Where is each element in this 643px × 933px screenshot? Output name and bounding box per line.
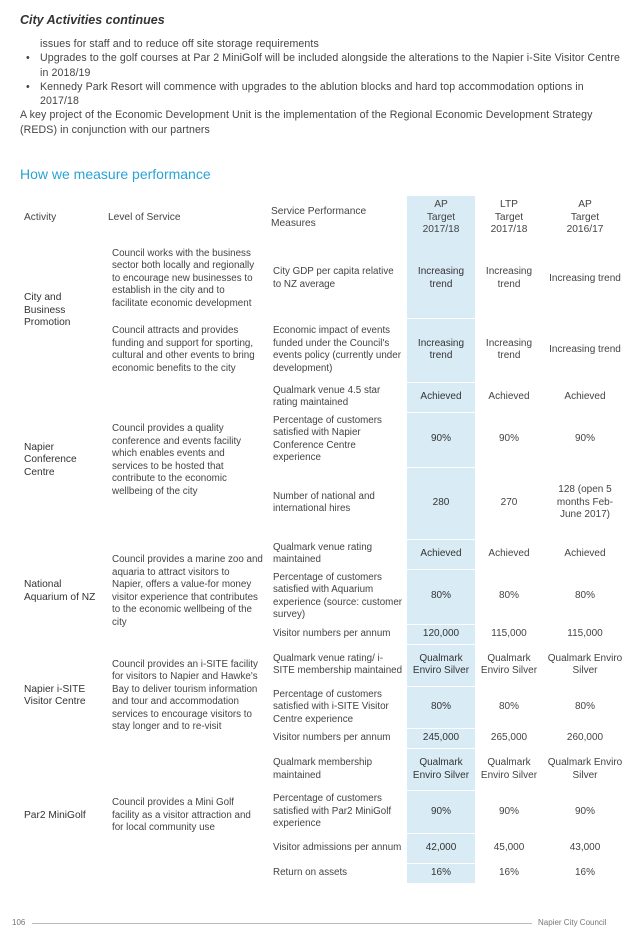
measure-cell: Return on assets	[267, 863, 407, 883]
ltp-target-cell: 16%	[475, 863, 543, 883]
ap-target-cell: Achieved	[407, 382, 475, 412]
ap-2016-cell: Increasing trend	[543, 318, 627, 382]
ap-2016-cell: Qualmark Enviro Silver	[543, 749, 627, 791]
table-header-row	[20, 196, 627, 240]
level-of-service-cell: Council provides a quality conference and events facility which enables events and services to be hosted that contribute to the economic wellbeing of the city	[112, 423, 242, 497]
ltp-target-cell: Increasing trend	[475, 318, 543, 382]
ap-2016-cell: 80%	[543, 569, 627, 624]
ap-target-cell: Qualmark Enviro Silver	[407, 644, 475, 686]
ap-target-cell: Increasing trend	[407, 240, 475, 318]
intro-text	[20, 37, 625, 137]
ltp-target-cell: 270	[475, 467, 543, 539]
header-measures: Service Performance Measures	[271, 205, 367, 229]
ap-target-cell: 90%	[407, 412, 475, 467]
activity-cell: National Aquarium of NZ	[24, 579, 96, 603]
measure-cell: Visitor numbers per annum	[267, 624, 407, 644]
ltp-target-cell: 265,000	[475, 729, 543, 749]
measure-cell: Economic impact of events funded under the Council's events policy (currently under development)	[267, 318, 407, 382]
ap-target-cell: 42,000	[407, 833, 475, 863]
ap-2016-cell: Increasing trend	[549, 272, 621, 284]
ap-2016-cell: 260,000	[543, 729, 627, 749]
page-number: 106	[12, 918, 26, 927]
section-heading: City Activities continues	[20, 13, 165, 27]
ap-target-cell: 90%	[407, 791, 475, 834]
performance-table	[20, 196, 627, 883]
ltp-target-cell: 80%	[475, 569, 543, 624]
header-ap-label: AP	[434, 199, 448, 211]
footer-divider	[32, 923, 532, 924]
ltp-target-cell: Achieved	[475, 539, 543, 569]
header-ap-target-2016	[543, 196, 627, 240]
activity-cell: Napier i-SITE Visitor Centre	[24, 683, 86, 708]
measure-cell: Percentage of customers satisfied with Aquarium experience (source: customer survey)	[267, 569, 407, 624]
performance-heading: How we measure performance	[20, 166, 211, 182]
header-ltp-year: 2017/18	[490, 224, 528, 236]
header-activity: Activity	[24, 211, 57, 223]
measure-cell: Qualmark venue 4.5 star rating maintained	[267, 382, 407, 412]
header-ap2-target: Target	[570, 211, 600, 223]
ap-2016-cell: Achieved	[543, 382, 627, 412]
measure-cell: Percentage of customers satisfied with i-SITE Visitor Centre experience	[267, 686, 407, 729]
ap-2016-cell: 128 (open 5 months Feb-June 2017)	[543, 467, 627, 539]
ap-target-cell: 16%	[407, 863, 475, 883]
ap-2016-cell: Qualmark Enviro Silver	[543, 644, 627, 686]
table-row	[20, 749, 627, 791]
ap-target-cell: Achieved	[407, 539, 475, 569]
ltp-target-cell: 90%	[475, 791, 543, 834]
measure-cell: Percentage of customers satisfied with Par2 MiniGolf experience	[267, 791, 407, 834]
activity-cell: Napier Conference Centre	[24, 441, 77, 478]
ltp-target-cell: Qualmark Enviro Silver	[475, 644, 543, 686]
ltp-target-cell: 115,000	[475, 624, 543, 644]
table-row	[20, 382, 627, 412]
ap-2016-cell: 90%	[543, 791, 627, 834]
intro-continuation: issues for staff and to reduce off site storage requirements	[40, 38, 319, 50]
level-of-service-cell: Council works with the business sector both locally and regionally to encourage new businesses to establish in the city and to facilitate economic development	[112, 247, 255, 309]
table-row	[20, 318, 627, 382]
ap-target-cell: 80%	[407, 686, 475, 729]
ap-2016-cell: 115,000	[543, 624, 627, 644]
header-ltp-target: Target	[494, 211, 524, 223]
measure-cell: Visitor numbers per annum	[267, 729, 407, 749]
ap-target-cell: Qualmark Enviro Silver	[407, 749, 475, 791]
header-ap-target: Target	[426, 211, 456, 223]
level-of-service-cell: Council provides a marine zoo and aquaria to attract visitors to Napier, offers a value-for money visitor experience that contributes to the economic wellbeing of the city	[112, 554, 263, 628]
ap-2016-cell: 80%	[543, 686, 627, 729]
ap-2016-cell: 43,000	[543, 833, 627, 863]
table-row	[20, 644, 627, 686]
level-of-service-cell: Council provides an i-SITE facility for visitors to Napier and Hawke's Bay to deliver tourism information and tour and accommodation services to encourage visitors to stay longer and to re-visit	[112, 658, 258, 733]
header-level-of-service: Level of Service	[108, 211, 181, 223]
intro-bullet: • Kennedy Park Resort will commence with upgrades to the ablution blocks and hard top accommodation options in 2017/18	[20, 80, 625, 109]
ltp-target-cell: Qualmark Enviro Silver	[475, 749, 543, 791]
measure-cell: Qualmark membership maintained	[267, 749, 407, 791]
ap-2016-cell: 90%	[543, 412, 627, 467]
level-of-service-cell: Council provides a Mini Golf facility as a visitor attraction and for local community use	[112, 797, 251, 833]
table-row	[20, 240, 627, 318]
header-ltp-label: LTP	[500, 199, 518, 211]
ap-target-cell: Increasing trend	[407, 318, 475, 382]
measure-cell: Qualmark venue rating maintained	[267, 539, 407, 569]
measure-cell: Percentage of customers satisfied with Napier Conference Centre experience	[267, 412, 407, 467]
activity-cell: Par2 MiniGolf	[24, 809, 86, 821]
measure-cell: Number of national and international hires	[267, 467, 407, 539]
intro-paragraph: A key project of the Economic Development Unit is the implementation of the Regional Economic Development Strategy (REDS) in conjunction with our partners	[20, 109, 593, 136]
ltp-target-cell: 45,000	[475, 833, 543, 863]
ap-target-cell: 245,000	[407, 729, 475, 749]
header-ap-year: 2017/18	[422, 224, 460, 236]
ap-2016-cell: 16%	[543, 863, 627, 883]
measure-cell: City GDP per capita relative to NZ average	[273, 266, 394, 290]
ltp-target-cell: Achieved	[475, 382, 543, 412]
header-ap2-label: AP	[578, 199, 592, 211]
table-row	[20, 539, 627, 569]
intro-bullet: • Upgrades to the golf courses at Par 2 MiniGolf will be included alongside the alterations to the Napier i-Site Visitor Centre in 2018/19	[20, 51, 625, 80]
ap-target-cell: 280	[407, 467, 475, 539]
ap-2016-cell: Achieved	[543, 539, 627, 569]
level-of-service-cell: Council attracts and provides funding and support for sporting, cultural and other events to bring economic benefits to the city	[112, 325, 255, 374]
footer-organisation: Napier City Council	[538, 918, 607, 927]
measure-cell: Visitor admissions per annum	[267, 833, 407, 863]
header-ap2-year: 2016/17	[566, 224, 604, 236]
activity-cell: City and Business Promotion	[24, 292, 71, 329]
measure-cell: Qualmark venue rating/ i-SITE membership maintained	[267, 644, 407, 686]
ap-target-cell: 80%	[407, 569, 475, 624]
ltp-target-cell: Increasing trend	[485, 266, 533, 290]
ltp-target-cell: 90%	[475, 412, 543, 467]
ltp-target-cell: 80%	[475, 686, 543, 729]
header-ltp-target-2017	[475, 196, 543, 240]
ap-target-cell: 120,000	[407, 624, 475, 644]
header-ap-target-2017	[407, 196, 475, 240]
